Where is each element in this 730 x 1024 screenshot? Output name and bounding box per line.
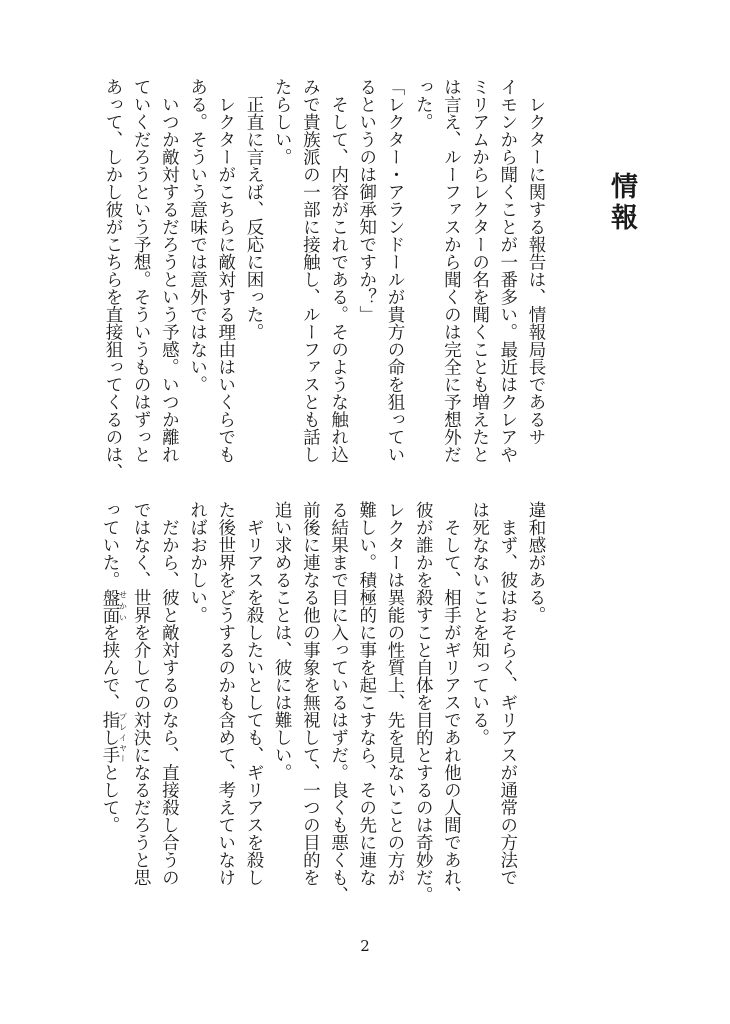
text-line: みで貴族派の一部に接触し、ルーファスとも話し: [300, 78, 321, 463]
text-line: イモンから聞くことが一番多い。最近はクレアや: [497, 78, 518, 463]
text-line: たらしい。: [272, 78, 293, 166]
text-line: 正直に言えば、反応に困った。: [243, 78, 264, 341]
text-line: 彼が誰かを殺すこと自体を目的とするのは奇妙だ。: [413, 501, 434, 904]
text-line: レクターがこちらに敵対する理由はいくらでも: [215, 78, 236, 463]
text-line: るというのは御承知ですか？」: [356, 78, 377, 323]
text-line: だから、彼と敵対するのなら、直接殺し合うの: [159, 501, 180, 886]
chapter-title: 情報: [606, 172, 637, 234]
text-line: は死なないことを知っている。: [469, 501, 490, 746]
text-line: る結果まで目に入っているはずだ。良くも悪くも、: [328, 501, 349, 904]
text-line: た後世界をどうするのかも含めて、考えていなけ: [215, 501, 236, 886]
text-line: ではなく、世界を介しての対決になるだろうと思: [131, 501, 152, 886]
text-line: った。: [413, 78, 434, 131]
text-line: そして、内容がこれである。そのような触れ込: [328, 78, 349, 463]
upper-text-block: [102, 78, 550, 498]
text-line: まず、彼はおそらく、ギリアスが通常の方法で: [497, 501, 518, 886]
text-line: 難しい。積極的に事を起こすなら、その先に連な: [356, 501, 377, 886]
text-line: ある。そういう意味では意外ではない。: [187, 78, 208, 393]
ruby-sashite: 指し手プレイヤー: [99, 711, 128, 764]
text-line: レクターに関する報告は、情報局長であるサ: [526, 78, 546, 446]
text-line: ギリアスを殺したいとしても、ギリアスを殺し: [243, 501, 264, 886]
text-line: ればおかしい。: [187, 501, 208, 624]
ruby-banmen: 盤面せかい: [99, 588, 128, 624]
text-line: 追い求めることは、彼には難しい。: [272, 501, 293, 781]
text-line: そして、相手がギリアスであれ他の人間であれ、: [441, 501, 462, 904]
text-line: は言え、ルーファスから聞くのは完全に予想外だ: [441, 78, 462, 463]
text-line: 前後に連なる他の事象を無視して、一つの目的を: [300, 501, 321, 886]
text-line: 「レクター・アランドールが貴方の命を狙ってい: [384, 78, 405, 463]
text-line: ミリアムからレクターの名を聞くことも増えたと: [469, 78, 490, 463]
text-line: いつか敵対するだろうという予感。いつか離れ: [159, 78, 180, 463]
text-line: っていた。盤面せかいを挟んで、指し手プレイヤーとして。: [99, 501, 128, 834]
text-line: ていくだろうという予想。そういうものはずっと: [131, 78, 152, 463]
text-line: あって、しかし彼がこちらを直接狙ってくるのは、: [102, 78, 123, 481]
text-line: 違和感がある。: [526, 501, 546, 624]
page-number: 2: [360, 937, 370, 955]
text-line: レクターは異能の性質上、先を見ないことの方が: [384, 501, 405, 886]
lower-text-block: [99, 501, 550, 931]
